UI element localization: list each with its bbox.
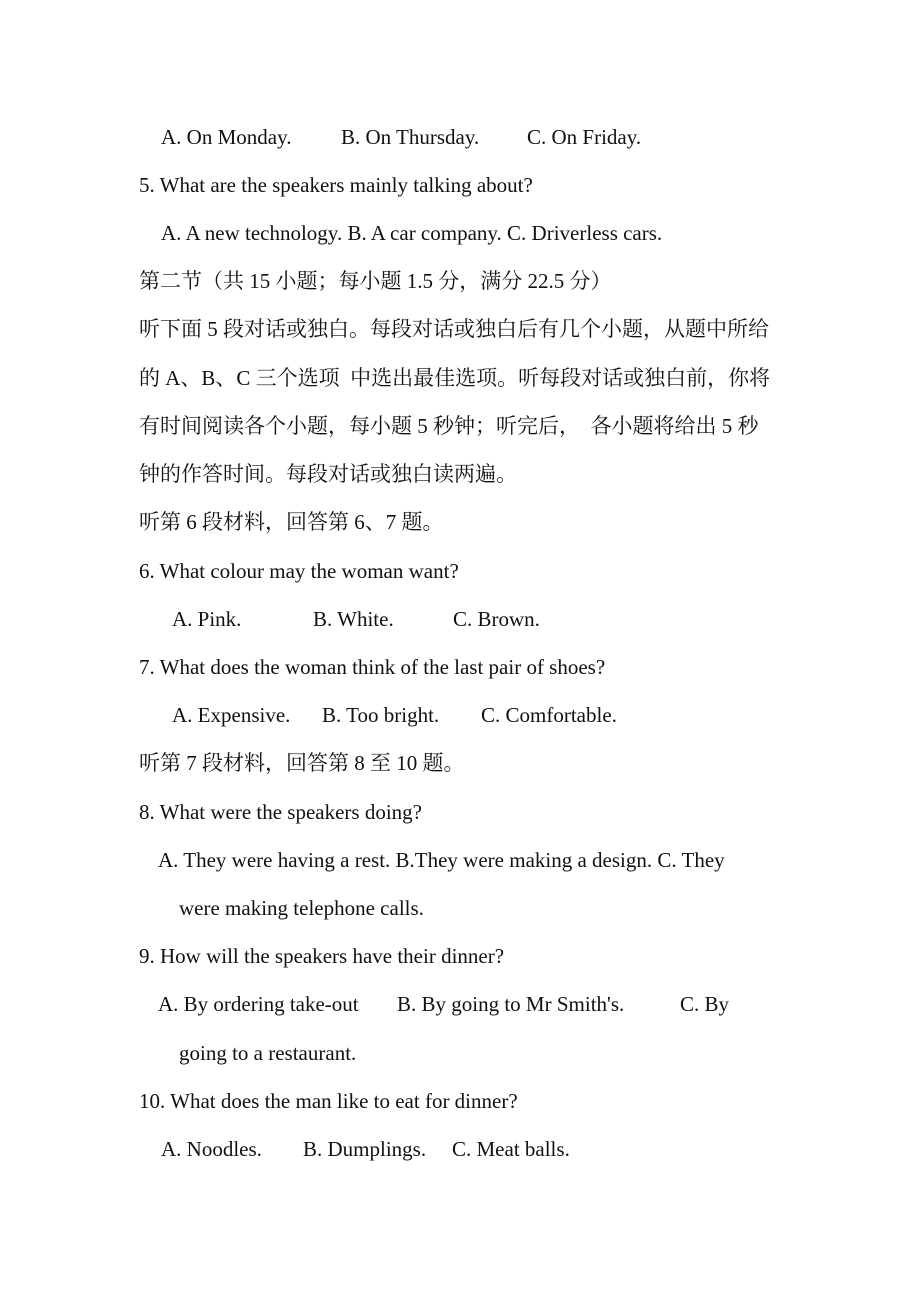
passage6-intro: 听第 6 段材料，回答第 6、7 题。 <box>139 510 444 534</box>
q9-option-b: B. By going to Mr Smith's. <box>397 992 625 1016</box>
q8-options-line-2: were making telephone calls. <box>179 896 424 920</box>
passage7-intro: 听第 7 段材料，回答第 8 至 10 题。 <box>139 751 465 775</box>
q7-option-b: B. Too bright. <box>322 703 440 727</box>
q7-option-c: C. Comfortable. <box>481 703 617 727</box>
section2-instruction-line-3: 有时间阅读各个小题，每小题 5 秒钟；听完后， 各小题将给出 5 秒 <box>139 414 759 438</box>
q6-option-a: A. Pink. <box>172 607 242 631</box>
section2-instruction-line-2: 的 A、B、C 三个选项 中选出最佳选项。听每段对话或独白前，你将 <box>139 366 771 390</box>
q4-option-a: A. On Monday. <box>161 125 292 149</box>
q6-stem: 6. What colour may the woman want? <box>139 559 459 583</box>
section2-instruction-line-4: 钟的作答时间。每段对话或独白读两遍。 <box>139 462 517 486</box>
q8-options-line-1: A. They were having a rest. B.They were making a design. C. They <box>158 848 725 872</box>
q8-stem: 8. What were the speakers doing? <box>139 800 423 824</box>
q4-option-c: C. On Friday. <box>527 125 642 149</box>
q9-option-c-part-2: going to a restaurant. <box>179 1041 357 1065</box>
section2-heading: 第二节（共 15 小题；每小题 1.5 分，满分 22.5 分） <box>139 269 612 293</box>
q4-option-b: B. On Thursday. <box>341 125 480 149</box>
q5-stem: 5. What are the speakers mainly talking about? <box>139 173 533 197</box>
q5-options: A. A new technology. B. A car company. C. Driverless cars. <box>161 221 663 245</box>
q9-option-c-part-1: C. By <box>680 992 730 1016</box>
q9-stem: 9. How will the speakers have their dinner? <box>139 944 505 968</box>
q6-option-c: C. Brown. <box>453 607 540 631</box>
q10-option-b: B. Dumplings. <box>303 1137 427 1161</box>
q7-stem: 7. What does the woman think of the last pair of shoes? <box>139 655 606 679</box>
section2-instruction-line-1: 听下面 5 段对话或独白。每段对话或独白后有几个小题，从题中所给 <box>139 317 769 341</box>
q9-option-a: A. By ordering take-out <box>158 992 359 1016</box>
q6-option-b: B. White. <box>313 607 394 631</box>
q10-stem: 10. What does the man like to eat for dinner? <box>139 1089 518 1113</box>
q7-option-a: A. Expensive. <box>172 703 291 727</box>
q10-option-a: A. Noodles. <box>161 1137 262 1161</box>
q10-option-c: C. Meat balls. <box>452 1137 570 1161</box>
